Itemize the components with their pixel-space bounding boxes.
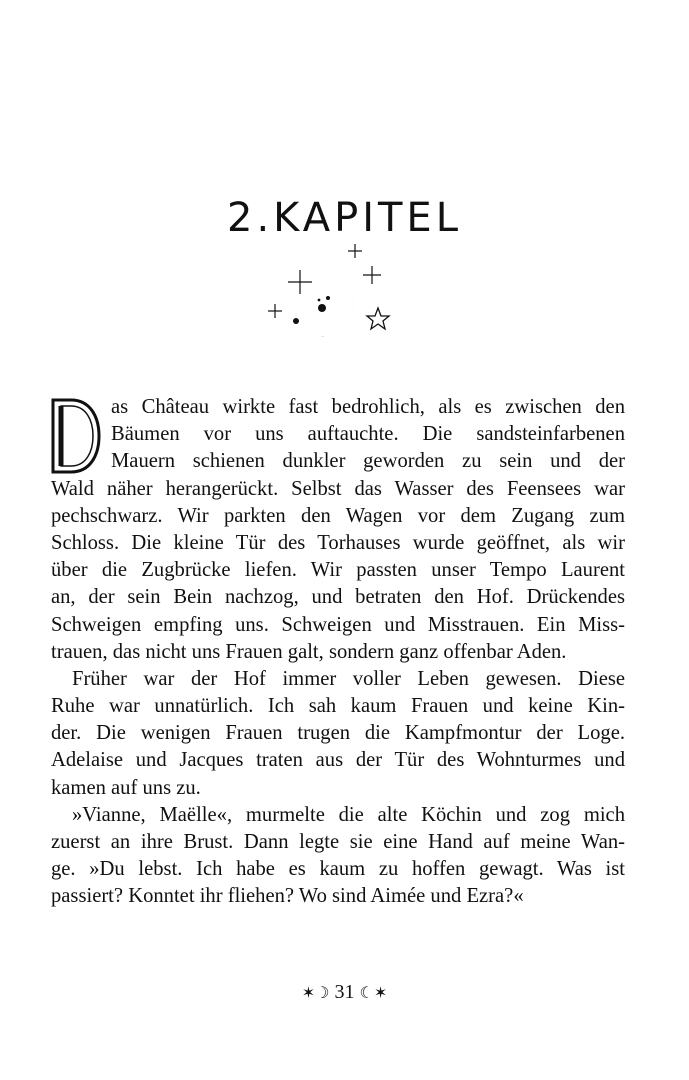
text-line: pechschwarz. Wir parkten den Wagen vor dem Zugang zum — [51, 504, 625, 527]
text-line: an, der sein Bein nachzog, und betraten den Hof. Drückendes — [51, 586, 625, 609]
page-footer — [0, 981, 689, 1004]
text-line: kamen auf uns zu. — [51, 776, 201, 799]
text-line: Bäumen vor uns auftauchte. Die sandsteinfarbenen — [111, 423, 625, 446]
text-line: Schloss. Die kleine Tür des Torhauses wurde geöffnet, als wir — [51, 531, 625, 554]
moon-stars-icon — [262, 238, 392, 348]
body-text — [51, 394, 625, 911]
text-line: passiert? Konntet ihr fliehen? Wo sind Aimée und Ezra?« — [51, 885, 524, 908]
text-line: über die Zugbrücke liefen. Wir passten unser Tempo Laurent — [51, 559, 625, 582]
text-line: trauen, das nicht uns Frauen galt, sondern ganz offenbar Aden. — [51, 640, 567, 663]
text-line: ge. »Du lebst. Ich habe es kaum zu hoffen gewagt. Was ist — [51, 858, 625, 881]
text-line: »Vianne, Maëlle«, murmelte die alte Köchin und zog mich — [72, 803, 625, 826]
text-line: der. Die wenigen Frauen trugen die Kampfmontur der Loge. — [51, 722, 625, 745]
text-line: Adelaise und Jacques traten aus der Tür des Wohnturmes und — [51, 749, 625, 772]
paragraph-2 — [51, 666, 625, 802]
text-line: Mauern schienen dunkler geworden zu sein und der — [111, 450, 625, 473]
text-line: Wald näher herangerückt. Selbst das Wasser des Feensees war — [51, 477, 625, 500]
text-line: as Château wirkte fast bedrohlich, als es zwischen den — [111, 396, 625, 418]
text-line: Ruhe war unnatürlich. Ich sah kaum Frauen und keine Kin- — [51, 695, 625, 718]
text-line: zuerst an ihre Brust. Dann legte sie eine Hand auf meine Wan- — [51, 831, 625, 853]
drop-cap-letter: D — [51, 398, 52, 399]
paragraph-1 — [51, 394, 625, 666]
text-line: Schweigen empfing uns. Schweigen und Misstrauen. Ein Miss- — [51, 613, 625, 636]
page-number: 31 — [334, 981, 355, 1003]
paragraph-3 — [51, 802, 625, 911]
left-moon-ornament-icon: ✶☽ — [301, 983, 330, 1002]
right-moon-ornament-icon: ☾✶ — [359, 983, 388, 1002]
chapter-title: 2.KAPITEL — [227, 194, 462, 241]
text-line: Früher war der Hof immer voller Leben gewesen. Diese — [72, 667, 625, 690]
